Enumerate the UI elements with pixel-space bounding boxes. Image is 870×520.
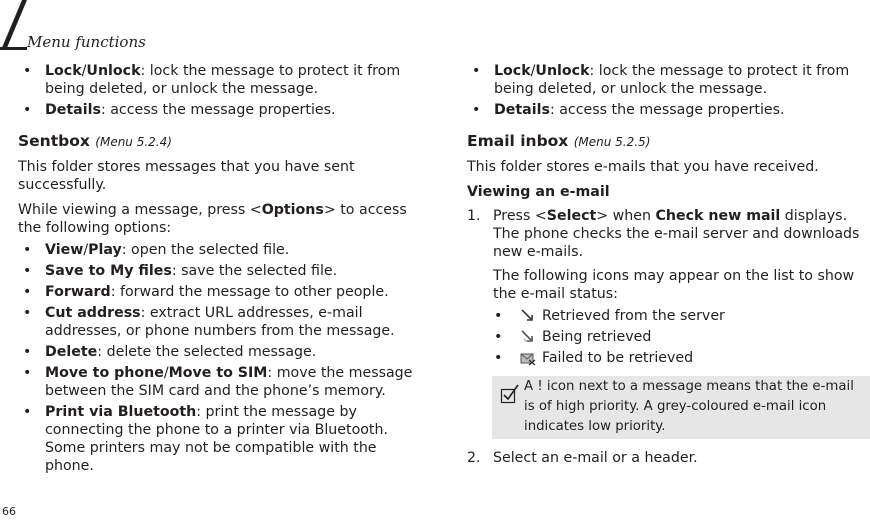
note-checkmark-icon (500, 384, 520, 404)
header-slash-decoration (0, 0, 30, 52)
list-item: • Cut address: extract URL addresses, e-mail addresses, or phone numbers from the message. (23, 305, 395, 339)
list-item: • Details: access the message properties. (472, 102, 785, 118)
section-intro: This folder stores e-mails that you have received. (467, 159, 819, 175)
options-lead: While viewing a message, press <Options> to access the following options: (18, 202, 407, 236)
page-number: 66 (2, 505, 16, 518)
list-item: • Details: access the message properties. (23, 102, 336, 118)
header-title: Menu functions (27, 33, 146, 51)
section-heading: Sentbox (Menu 5.2.4) (18, 132, 172, 150)
list-item: • Print via Bluetooth: print the message by connecting the phone to a printer via Bluetooth. Some printers may not be compatible with the phone. (23, 404, 388, 474)
retrieved-icon (519, 308, 537, 324)
list-item: • View/Play: open the selected file. (23, 242, 290, 258)
section-intro: This folder stores messages that you have sent successfully. (18, 159, 355, 193)
status-icon-row: • Retrieved from the server (494, 308, 725, 324)
note-text: A ! icon next to a message means that the e-mail is of high priority. A grey-coloured e-mail icon indicates low priority. (524, 379, 854, 434)
list-item: • Save to My files: save the selected file. (23, 263, 338, 279)
icons-intro: The following icons may appear on the list to show the e-mail status: (493, 268, 855, 302)
step-2: 2. Select an e-mail or a header. (467, 450, 698, 466)
step-1: 1. Press <Select> when Check new mail displays. The phone checks the e-mail server and downloads new e-mails. (467, 208, 860, 260)
failed-icon (519, 350, 537, 366)
list-item: • Move to phone/Move to SIM: move the message between the SIM card and the phone’s memory. (23, 365, 413, 399)
list-item: • Lock/Unlock: lock the message to protect it from being deleted, or unlock the message. (472, 63, 850, 97)
left-column (18, 62, 428, 478)
section-heading: Email inbox (Menu 5.2.5) (467, 132, 651, 150)
status-icon-row: • Failed to be retrieved (494, 350, 694, 366)
note-box (492, 376, 870, 439)
subheading: Viewing an e-mail (467, 184, 610, 200)
status-icon-row: • Being retrieved (494, 329, 652, 345)
list-item: • Lock/Unlock: lock the message to protect it from being deleted, or unlock the message. (23, 63, 401, 97)
right-column (467, 62, 870, 370)
list-item: • Delete: delete the selected message. (23, 344, 317, 360)
retrieving-icon (519, 329, 537, 345)
list-item: • Forward: forward the message to other people. (23, 284, 389, 300)
